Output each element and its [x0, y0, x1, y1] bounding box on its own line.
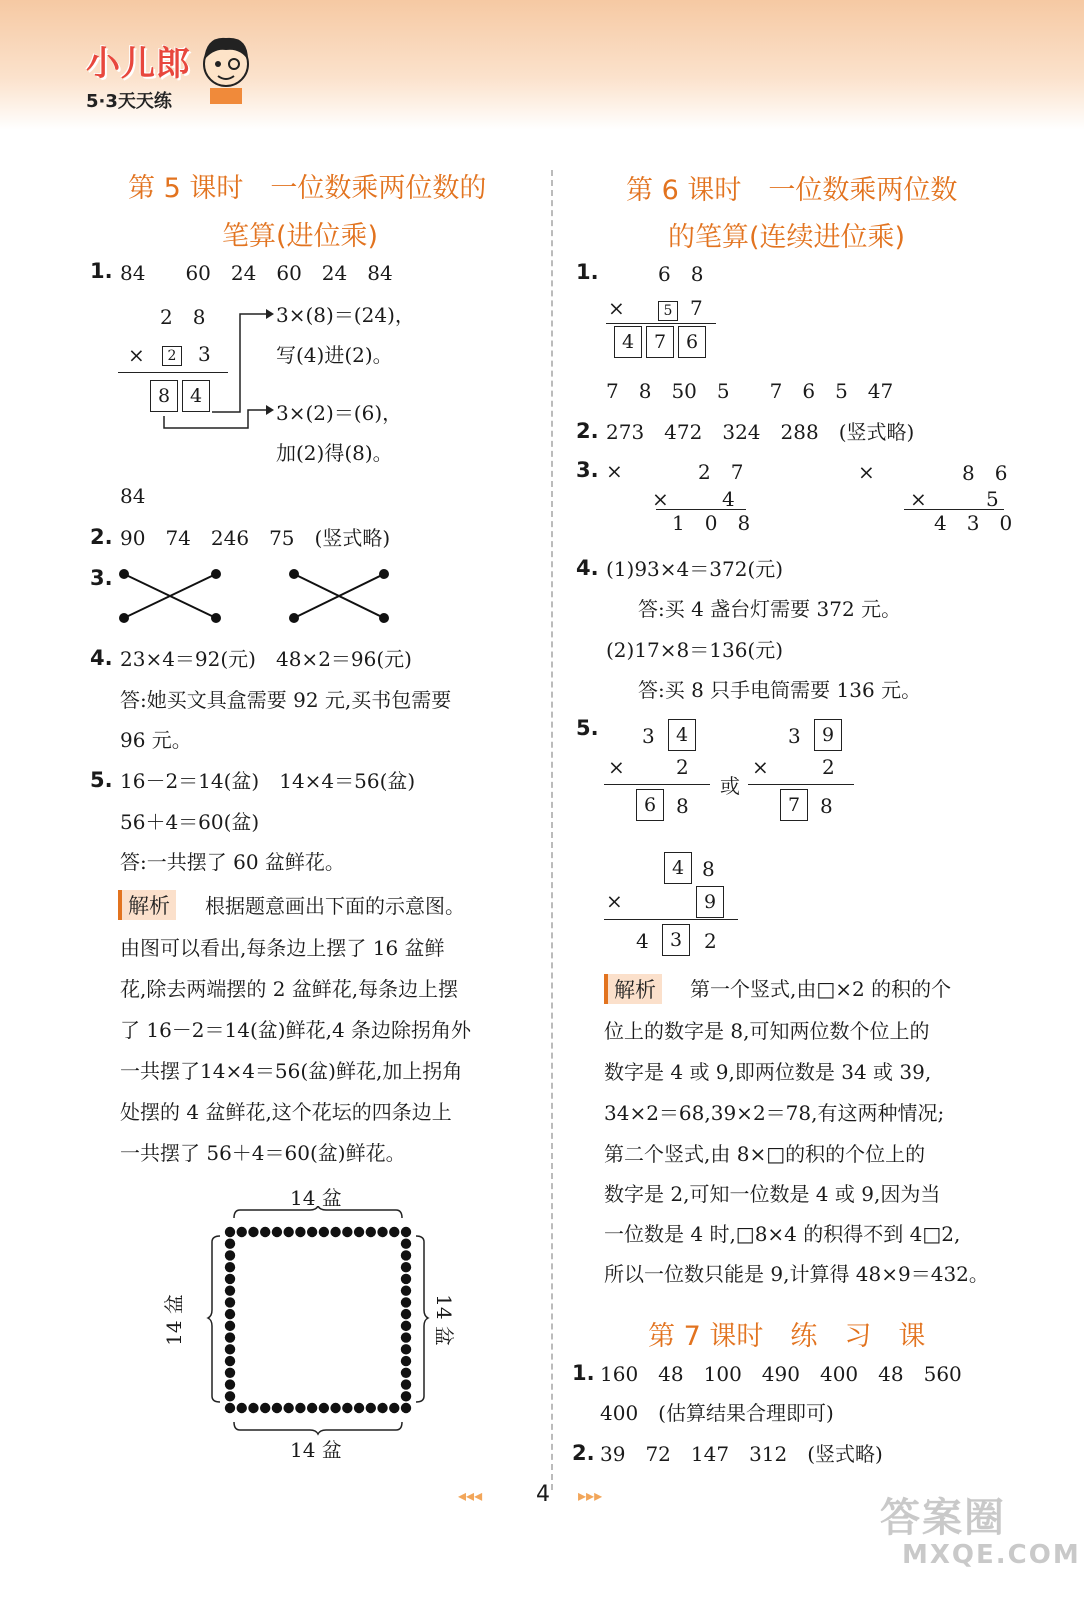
q1-note4: 加(2)得(8)。	[276, 441, 393, 465]
flower-dot	[330, 1227, 340, 1237]
left-analysis-line3: 花,除去两端摆的 2 盆鲜花,每条边上摆	[120, 977, 459, 1001]
box-digit: 7	[780, 789, 808, 821]
flower-dot	[225, 1297, 235, 1307]
r-q5-or: 或	[720, 774, 740, 798]
left-analysis-line6: 处摆的 4 盆鲜花,这个花坛的四条边上	[120, 1100, 452, 1124]
q4-line3: 96 元。	[120, 728, 192, 752]
carry-digit: 2	[162, 346, 182, 366]
r-q1-result	[614, 326, 710, 358]
right-analysis-label	[604, 974, 662, 1004]
flower-dot	[401, 1227, 411, 1237]
result-digit: 4	[614, 326, 642, 358]
flower-dot	[377, 1403, 387, 1413]
right-analysis-line8: 所以一位数只能是 9,计算得 48×9＝432。	[604, 1262, 989, 1286]
flower-dot	[401, 1250, 411, 1260]
flower-dots	[225, 1227, 411, 1413]
flower-dot	[307, 1227, 317, 1237]
r-q5a-multiplier: 2	[676, 755, 689, 779]
flower-dot	[389, 1227, 399, 1237]
flower-dot	[401, 1379, 411, 1389]
flower-dot	[248, 1403, 258, 1413]
q3-number: 3.	[90, 566, 113, 590]
left-analysis-label	[118, 890, 176, 920]
r-q3b-result: 4 3 0	[934, 511, 1013, 535]
q1-times-sign: ×	[128, 343, 145, 367]
r-q5c-result-box	[662, 924, 694, 956]
flower-dot	[225, 1332, 235, 1342]
lesson6-title-line1: 第 6 课时 一位数乘两位数	[626, 175, 958, 206]
q1-arrows	[160, 300, 280, 440]
flower-dot	[225, 1262, 235, 1272]
flower-dot	[225, 1239, 235, 1249]
flower-bed-diagram	[200, 1206, 440, 1436]
lesson5-title-line2: 笔算(进位乘)	[222, 221, 379, 252]
q1-number: 1.	[90, 259, 113, 283]
flower-dot	[248, 1227, 258, 1237]
r-q3a-multiplier: 4	[722, 487, 735, 511]
flower-dot	[401, 1309, 411, 1319]
box-digit: 4	[664, 852, 692, 884]
watermark-text: 答案圈	[880, 1495, 1006, 1541]
r-q5b-result-units: 8	[820, 794, 833, 818]
flower-dot	[342, 1227, 352, 1237]
r-q5b-tens: 3	[788, 724, 801, 748]
r-q3a-result: 1 0 8	[672, 511, 751, 535]
flower-dot	[401, 1403, 411, 1413]
r-q5c-box	[664, 852, 696, 884]
watermark-url: MXQE.COM	[902, 1540, 1081, 1570]
diagram-left-label: 14 盆	[161, 1294, 186, 1346]
r-q3a-rule	[656, 509, 746, 510]
flower-dot	[319, 1227, 329, 1237]
p2-line1: 39 72 147 312 (竖式略)	[600, 1442, 883, 1466]
flower-dot	[354, 1403, 364, 1413]
analysis-tag: 解析	[604, 974, 662, 1004]
r-q5b-result-box	[780, 789, 812, 821]
r-q5b-box	[814, 719, 846, 751]
q1-note1: 3×(8)＝(24)，	[276, 303, 415, 327]
diagram-right-label: 14 盆	[431, 1294, 456, 1346]
flower-dot	[366, 1227, 376, 1237]
r-q5c-units: 8	[702, 857, 715, 881]
q2-answers: 90 74 246 75 (竖式略)	[120, 526, 391, 550]
r-q3-wrong-mark-a: ×	[606, 459, 623, 483]
flower-dot	[354, 1227, 364, 1237]
prev-arrows-icon: ◂◂◂	[458, 1486, 483, 1505]
flower-dot	[260, 1403, 270, 1413]
r-q5a-tens: 3	[642, 724, 655, 748]
flower-dot	[225, 1250, 235, 1260]
r-q4-line3: (2)17×8＝136(元)	[606, 638, 784, 662]
r-q5a-times: ×	[608, 755, 625, 779]
brand-logo	[86, 36, 191, 113]
flower-dot	[237, 1403, 247, 1413]
r-q2-number: 2.	[576, 419, 599, 443]
r-q1-times-sign: ×	[608, 296, 625, 320]
flower-dot	[225, 1379, 235, 1389]
flower-dot	[295, 1403, 305, 1413]
r-q5-number: 5.	[576, 716, 599, 740]
flower-dot	[401, 1262, 411, 1272]
r-q5a-rule	[604, 784, 710, 785]
flower-dot	[295, 1227, 305, 1237]
box-digit: 3	[662, 924, 690, 956]
flower-dot	[225, 1356, 235, 1366]
q1-answers: 84 60 24 60 24 84	[120, 261, 393, 285]
p1-number: 1.	[572, 1361, 595, 1385]
flower-dot	[377, 1227, 387, 1237]
q3-matching-lines	[116, 566, 396, 626]
carry-digit: 5	[658, 301, 678, 321]
flower-dot	[342, 1403, 352, 1413]
r-q5b-rule	[748, 784, 854, 785]
flower-dot	[401, 1321, 411, 1331]
left-analysis-line5: 一共摆了14×4＝56(盆)鲜花,加上拐角	[120, 1059, 463, 1083]
p2-number: 2.	[572, 1441, 595, 1465]
right-analysis-line5: 第二个竖式,由 8×□的积的个位上的	[604, 1142, 926, 1166]
flower-dot	[389, 1403, 399, 1413]
flower-dot	[401, 1356, 411, 1366]
next-arrows-icon: ▸▸▸	[578, 1486, 603, 1505]
flower-dot	[225, 1285, 235, 1295]
r-q3b-multiplier: 5	[986, 487, 999, 511]
box-digit: 4	[668, 719, 696, 751]
box-digit: 9	[814, 719, 842, 751]
r-q3-number: 3.	[576, 458, 599, 482]
r-q1-carry-box	[658, 300, 678, 321]
q1-final-answer: 84	[120, 484, 146, 508]
flower-dot	[401, 1332, 411, 1342]
brand-subtitle: 5·3天天练	[86, 91, 172, 112]
brand-name: 小儿郎	[86, 44, 191, 84]
right-analysis-line2: 位上的数字是 8,可知两位数个位上的	[604, 1019, 930, 1043]
r-q5b-multiplier: 2	[822, 755, 835, 779]
flower-dot	[272, 1227, 282, 1237]
r-q5c-result-units: 2	[704, 929, 717, 953]
left-analysis-line1: 根据题意画出下面的示意图。	[205, 894, 465, 918]
flower-dot	[225, 1403, 235, 1413]
flower-dot	[225, 1227, 235, 1237]
q1-multiplicand: 2 8	[160, 305, 206, 329]
r-q1-multiplier: 7	[690, 296, 703, 320]
page-number: 4	[536, 1482, 550, 1507]
r-q1-rule	[606, 323, 716, 324]
right-analysis-line6: 数字是 2,可知一位数是 4 或 9,因为当	[604, 1182, 941, 1206]
flower-dot	[401, 1368, 411, 1378]
flower-dot	[401, 1285, 411, 1295]
flower-dot	[237, 1227, 247, 1237]
box-digit: 9	[696, 886, 724, 918]
r-q5c-multiplier-box	[696, 886, 728, 918]
cartoon-boy-icon	[196, 30, 256, 106]
r-q4-line2: 答:买 4 盏台灯需要 372 元。	[638, 597, 902, 621]
r-q4-line1: (1)93×4＝372(元)	[606, 557, 784, 581]
flower-dot	[283, 1403, 293, 1413]
flower-dot	[366, 1403, 376, 1413]
result-digit: 8	[150, 380, 178, 412]
flower-dot	[225, 1321, 235, 1331]
r-q4-number: 4.	[576, 556, 599, 580]
box-digit: 6	[636, 789, 664, 821]
q4-number: 4.	[90, 646, 113, 670]
result-digit: 4	[182, 380, 210, 412]
flower-dot	[319, 1403, 329, 1413]
left-analysis-line7: 一共摆了 56＋4＝60(盆)鲜花。	[120, 1141, 406, 1165]
q1-note2: 写(4)进(2)。	[276, 343, 393, 367]
lesson5-title-line1: 第 5 课时 一位数乘两位数的	[128, 173, 487, 204]
q5-line3: 答:一共摆了 60 盆鲜花。	[120, 850, 345, 874]
p1-line2: 400 (估算结果合理即可)	[600, 1401, 834, 1425]
right-analysis-line4: 34×2＝68,39×2＝78,有这两种情况;	[604, 1101, 945, 1125]
right-analysis-line3: 数字是 4 或 9,即两位数是 34 或 39,	[604, 1060, 932, 1084]
q2-number: 2.	[90, 525, 113, 549]
q5-number: 5.	[90, 768, 113, 792]
r-q3-wrong-mark-b: ×	[858, 460, 875, 484]
q5-line1: 16－2＝14(盆) 14×4＝56(盆)	[120, 769, 416, 793]
r-q3a-times: ×	[652, 487, 669, 511]
lesson7-title: 第 7 课时 练 习 课	[648, 1321, 926, 1352]
flower-dot	[283, 1227, 293, 1237]
flower-dot	[260, 1227, 270, 1237]
r-q5a-box	[668, 719, 700, 751]
flower-dot	[401, 1297, 411, 1307]
r-q3b-rule	[904, 509, 1004, 510]
r-q3a-top: 2 7	[698, 460, 744, 484]
r-q5c-rule	[604, 919, 738, 920]
r-q3b-top: 8 6	[962, 461, 1008, 485]
flower-dot	[401, 1274, 411, 1284]
result-digit: 6	[678, 326, 706, 358]
flower-dot	[401, 1391, 411, 1401]
flower-dot	[225, 1344, 235, 1354]
right-analysis-line7: 一位数是 4 时,□8×4 的积得不到 4□2,	[604, 1222, 961, 1246]
r-q1-number: 1.	[576, 260, 599, 284]
q4-line2: 答:她买文具盒需要 92 元,买书包需要	[120, 688, 452, 712]
flower-dot	[330, 1403, 340, 1413]
q1-multiplier: 3	[198, 342, 211, 366]
p1-line1: 160 48 100 490 400 48 560	[600, 1362, 962, 1386]
r-q4-line4: 答:买 8 只手电筒需要 136 元。	[638, 678, 922, 702]
r-q5a-result-box	[636, 789, 668, 821]
flower-dot	[225, 1309, 235, 1319]
diagram-bottom-label: 14 盆	[290, 1438, 342, 1462]
r-q1-answers: 7 8 50 5 7 6 5 47	[606, 379, 894, 403]
result-digit: 7	[646, 326, 674, 358]
flower-dot	[401, 1344, 411, 1354]
flower-dot	[272, 1403, 282, 1413]
right-analysis-line1: 第一个竖式,由□×2 的积的个	[690, 977, 952, 1001]
flower-dot	[307, 1403, 317, 1413]
r-q1-multiplicand: 6 8	[658, 262, 704, 286]
q1-note3: 3×(2)＝(6)，	[276, 401, 403, 425]
r-q5b-times: ×	[752, 755, 769, 779]
r-q2-answers: 273 472 324 288 (竖式略)	[606, 420, 915, 444]
flower-dot	[225, 1391, 235, 1401]
lesson6-title-line2: 的笔算(连续进位乘)	[668, 222, 906, 253]
flower-dot	[225, 1368, 235, 1378]
left-analysis-line4: 了 16－2＝14(盆)鲜花,4 条边除拐角外	[120, 1018, 472, 1042]
r-q3b-times: ×	[910, 487, 927, 511]
r-q5a-result-units: 8	[676, 794, 689, 818]
column-divider	[551, 170, 553, 1490]
diagram-top-label: 14 盆	[290, 1186, 342, 1210]
q5-line2: 56＋4＝60(盆)	[120, 810, 260, 834]
analysis-tag: 解析	[118, 890, 176, 920]
left-analysis-line2: 由图可以看出,每条边上摆了 16 盆鲜	[120, 936, 445, 960]
flower-dot	[401, 1239, 411, 1249]
q4-line1: 23×4＝92(元) 48×2＝96(元)	[120, 647, 412, 671]
flower-dot	[225, 1274, 235, 1284]
r-q5c-times: ×	[606, 889, 623, 913]
r-q5c-result-hundreds: 4	[636, 929, 649, 953]
